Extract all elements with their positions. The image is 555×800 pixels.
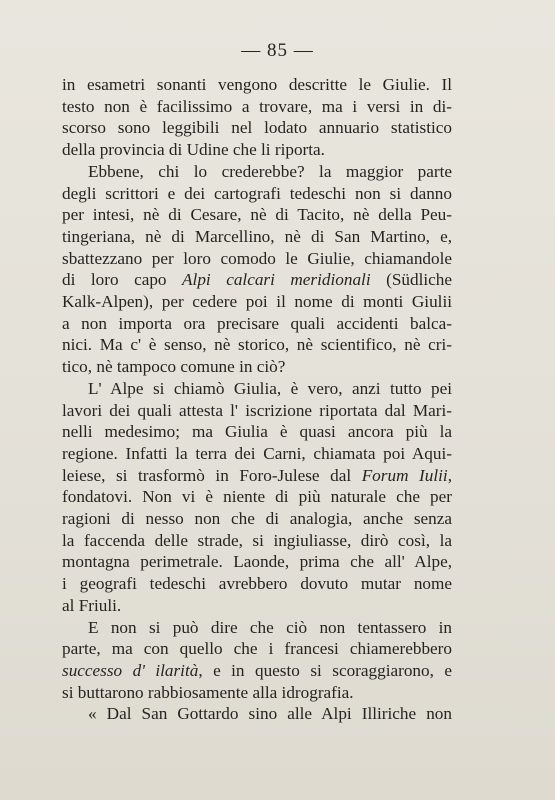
text-line: al Friuli. (62, 595, 122, 615)
text-line: parte, ma con quello che i francesi chiamerebbero (62, 639, 452, 659)
text-line: scorso sono leggibili nel lodato annuario statistico (62, 118, 452, 138)
text-line: montagna perimetrale. Laonde, prima che all' Alpe, (62, 552, 452, 572)
italic-term: Forum Iulii (361, 465, 448, 485)
text-line: si buttarono rabbiosamente alla idrografia. (62, 682, 354, 702)
text-line: lavori dei quali attesta l' iscrizione riportata dal Mari- (62, 400, 452, 420)
text-line: « Dal San Gottardo sino alle Alpi Illiriche non (88, 704, 452, 724)
italic-term: Alpi calcari meridionali (182, 270, 371, 290)
text-line: la faccenda delle strade, si ingiuliasse, dirò così, la (62, 530, 452, 550)
text-line: i geografi tedeschi avrebbero dovuto mutar nome (62, 574, 452, 594)
text-line: in esametri sonanti vengono descritte le Giulie. Il (62, 75, 452, 94)
page-number: — 85 — (241, 40, 314, 61)
text-line: tingeriana, nè di Marcellino, nè di San Martino, e, (62, 226, 452, 246)
text-line: E non si può dire che ciò non tentassero in (88, 617, 452, 637)
text-line: a non importa ora precisare quali accidenti balca- (62, 313, 452, 333)
text-line: ragioni di nesso non che di analogia, anche senza (62, 509, 452, 529)
text-line: testo non è facilissimo a trovare, ma i versi in di- (62, 96, 452, 116)
text-line: tico, nè tampoco comune in ciò? (62, 357, 286, 377)
text-line: Kalk-Alpen), per cedere poi il nome di monti Giulii (62, 292, 452, 312)
text-line: regione. Infatti la terra dei Carni, chiamata poi Aqui- (62, 443, 452, 463)
body-text (62, 74, 452, 725)
text-line: leiese, si trasformò in Foro-Julese dal Forum Iulii, (62, 465, 452, 485)
text-line: nelli medesimo; ma Giulia è quasi ancora più la (62, 422, 452, 442)
text-line: fondatovi. Non vi è niente di più naturale che per (62, 487, 452, 507)
text-line: di loro capo Alpi calcari meridionali (Südliche (62, 270, 452, 290)
text-line: della provincia di Udine che li riporta. (62, 140, 325, 160)
italic-term: successo d' ilarità (62, 660, 199, 680)
text-line: sbattezzano per loro comodo le Giulie, chiamandole (62, 248, 452, 268)
text-line: per intesi, nè di Cesare, nè di Tacito, nè della Peu- (62, 205, 452, 225)
text-line: Ebbene, chi lo crederebbe? la maggior parte (88, 161, 452, 181)
text-line: successo d' ilarità, e in questo si scoraggiarono, e (62, 660, 452, 680)
text-line: nici. Ma c' è senso, nè storico, nè scientifico, nè cri- (62, 335, 452, 355)
text-line: L' Alpe si chiamò Giulia, è vero, anzi tutto pei (88, 378, 452, 398)
text-line: degli scrittori e dei cartografi tedeschi non si danno (62, 183, 452, 203)
